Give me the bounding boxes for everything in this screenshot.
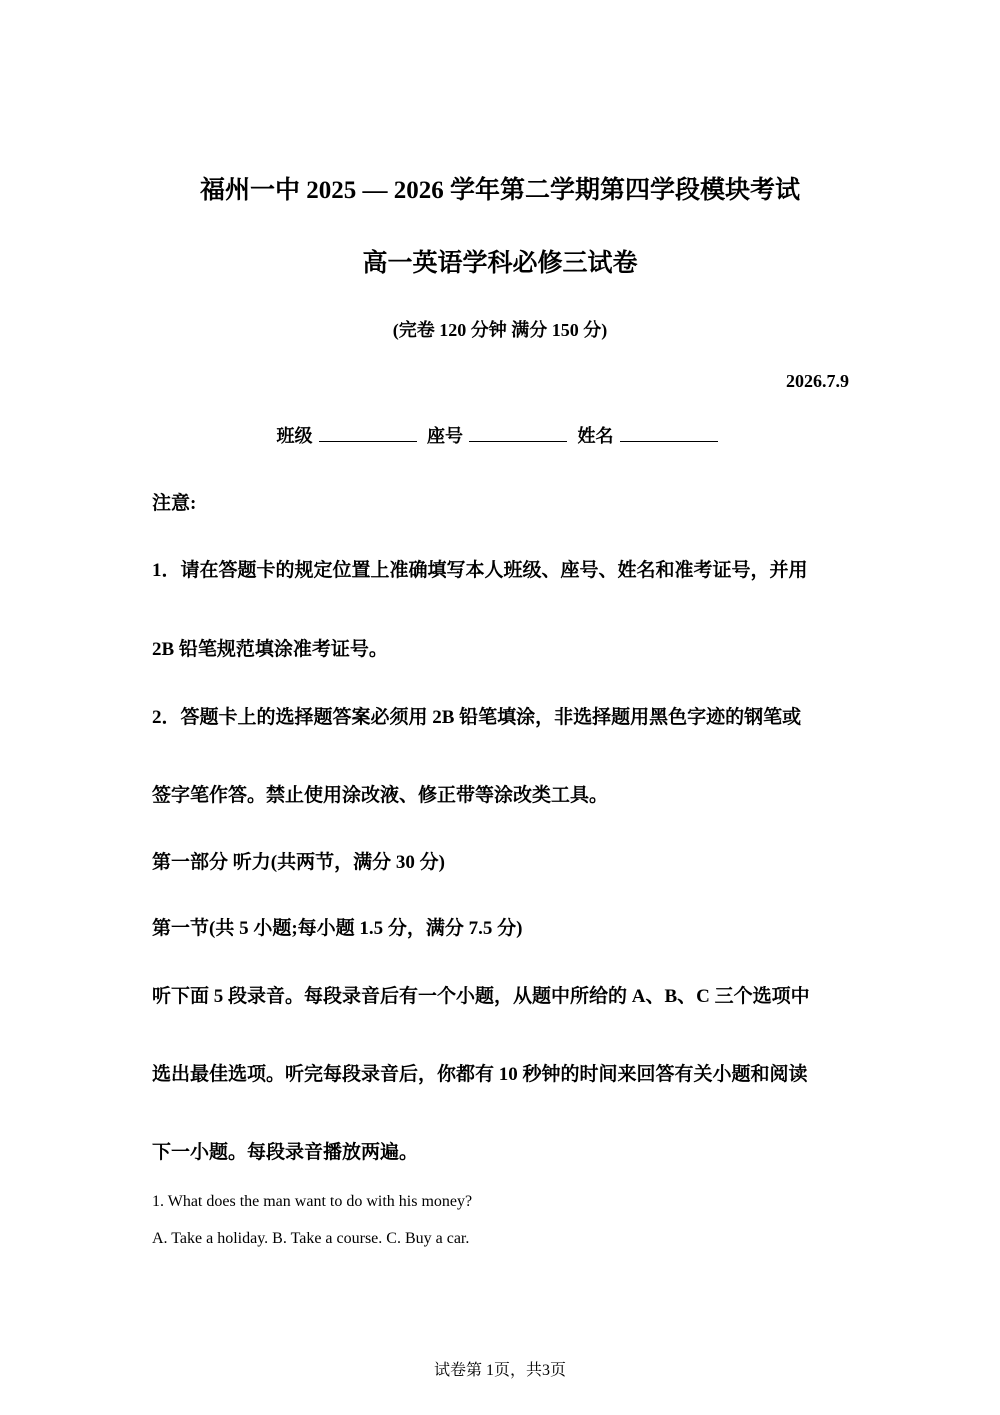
notice-item-2-line-2: 签字笔作答。禁止使用涂改液、修正带等涂改类工具。: [152, 785, 609, 806]
listening-instructions-line-2: 选出最佳选项。听完每段录音后，你都有 10 秒钟的时间来回答有关小题和阅读: [152, 1064, 808, 1085]
student-info-fields: [0, 422, 1000, 448]
name-label: 姓名: [577, 426, 614, 446]
class-label: 班级: [276, 426, 313, 446]
question-1-stem: 1. What does the man want to do with his money?: [152, 1193, 473, 1210]
part-1-heading: 第一部分 听力(共两节，满分 30 分): [152, 852, 445, 873]
notice-item-1-line-2: 2B 铅笔规范填涂准考证号。: [152, 639, 388, 660]
seat-label: 座号: [427, 426, 463, 446]
exam-subtitle: 高一英语学科必修三试卷: [362, 250, 638, 277]
exam-title: 福州一中 2025 — 2026 学年第二学期第四学段模块考试: [199, 177, 800, 204]
notice-item-2-line-1: 2．答题卡上的选择题答案必须用 2B 铅笔填涂，非选择题用黑色字迹的钢笔或: [152, 707, 802, 728]
section-1-heading: 第一节(共 5 小题;每小题 1.5 分，满分 7.5 分): [152, 918, 523, 939]
page-number-footer: 试卷第 1页，共3页: [433, 1362, 566, 1379]
exam-duration-score: (完卷 120 分钟 满分 150 分): [392, 320, 608, 340]
question-1-options: A. Take a holiday. B. Take a course. C. Buy a car.: [152, 1230, 470, 1247]
seat-blank[interactable]: [469, 427, 567, 442]
name-blank[interactable]: [620, 427, 718, 442]
notice-item-1-line-1: 1．请在答题卡的规定位置上准确填写本人班级、座号、姓名和准考证号，并用: [152, 560, 808, 581]
listening-instructions-line-1: 听下面 5 段录音。每段录音后有一个小题，从题中所给的 A、B、C 三个选项中: [152, 986, 810, 1007]
listening-instructions-line-3: 下一小题。每段录音播放两遍。: [152, 1142, 419, 1163]
notice-heading: 注意:: [152, 493, 197, 514]
class-blank[interactable]: [319, 427, 417, 442]
exam-date: 2026.7.9: [786, 371, 849, 391]
